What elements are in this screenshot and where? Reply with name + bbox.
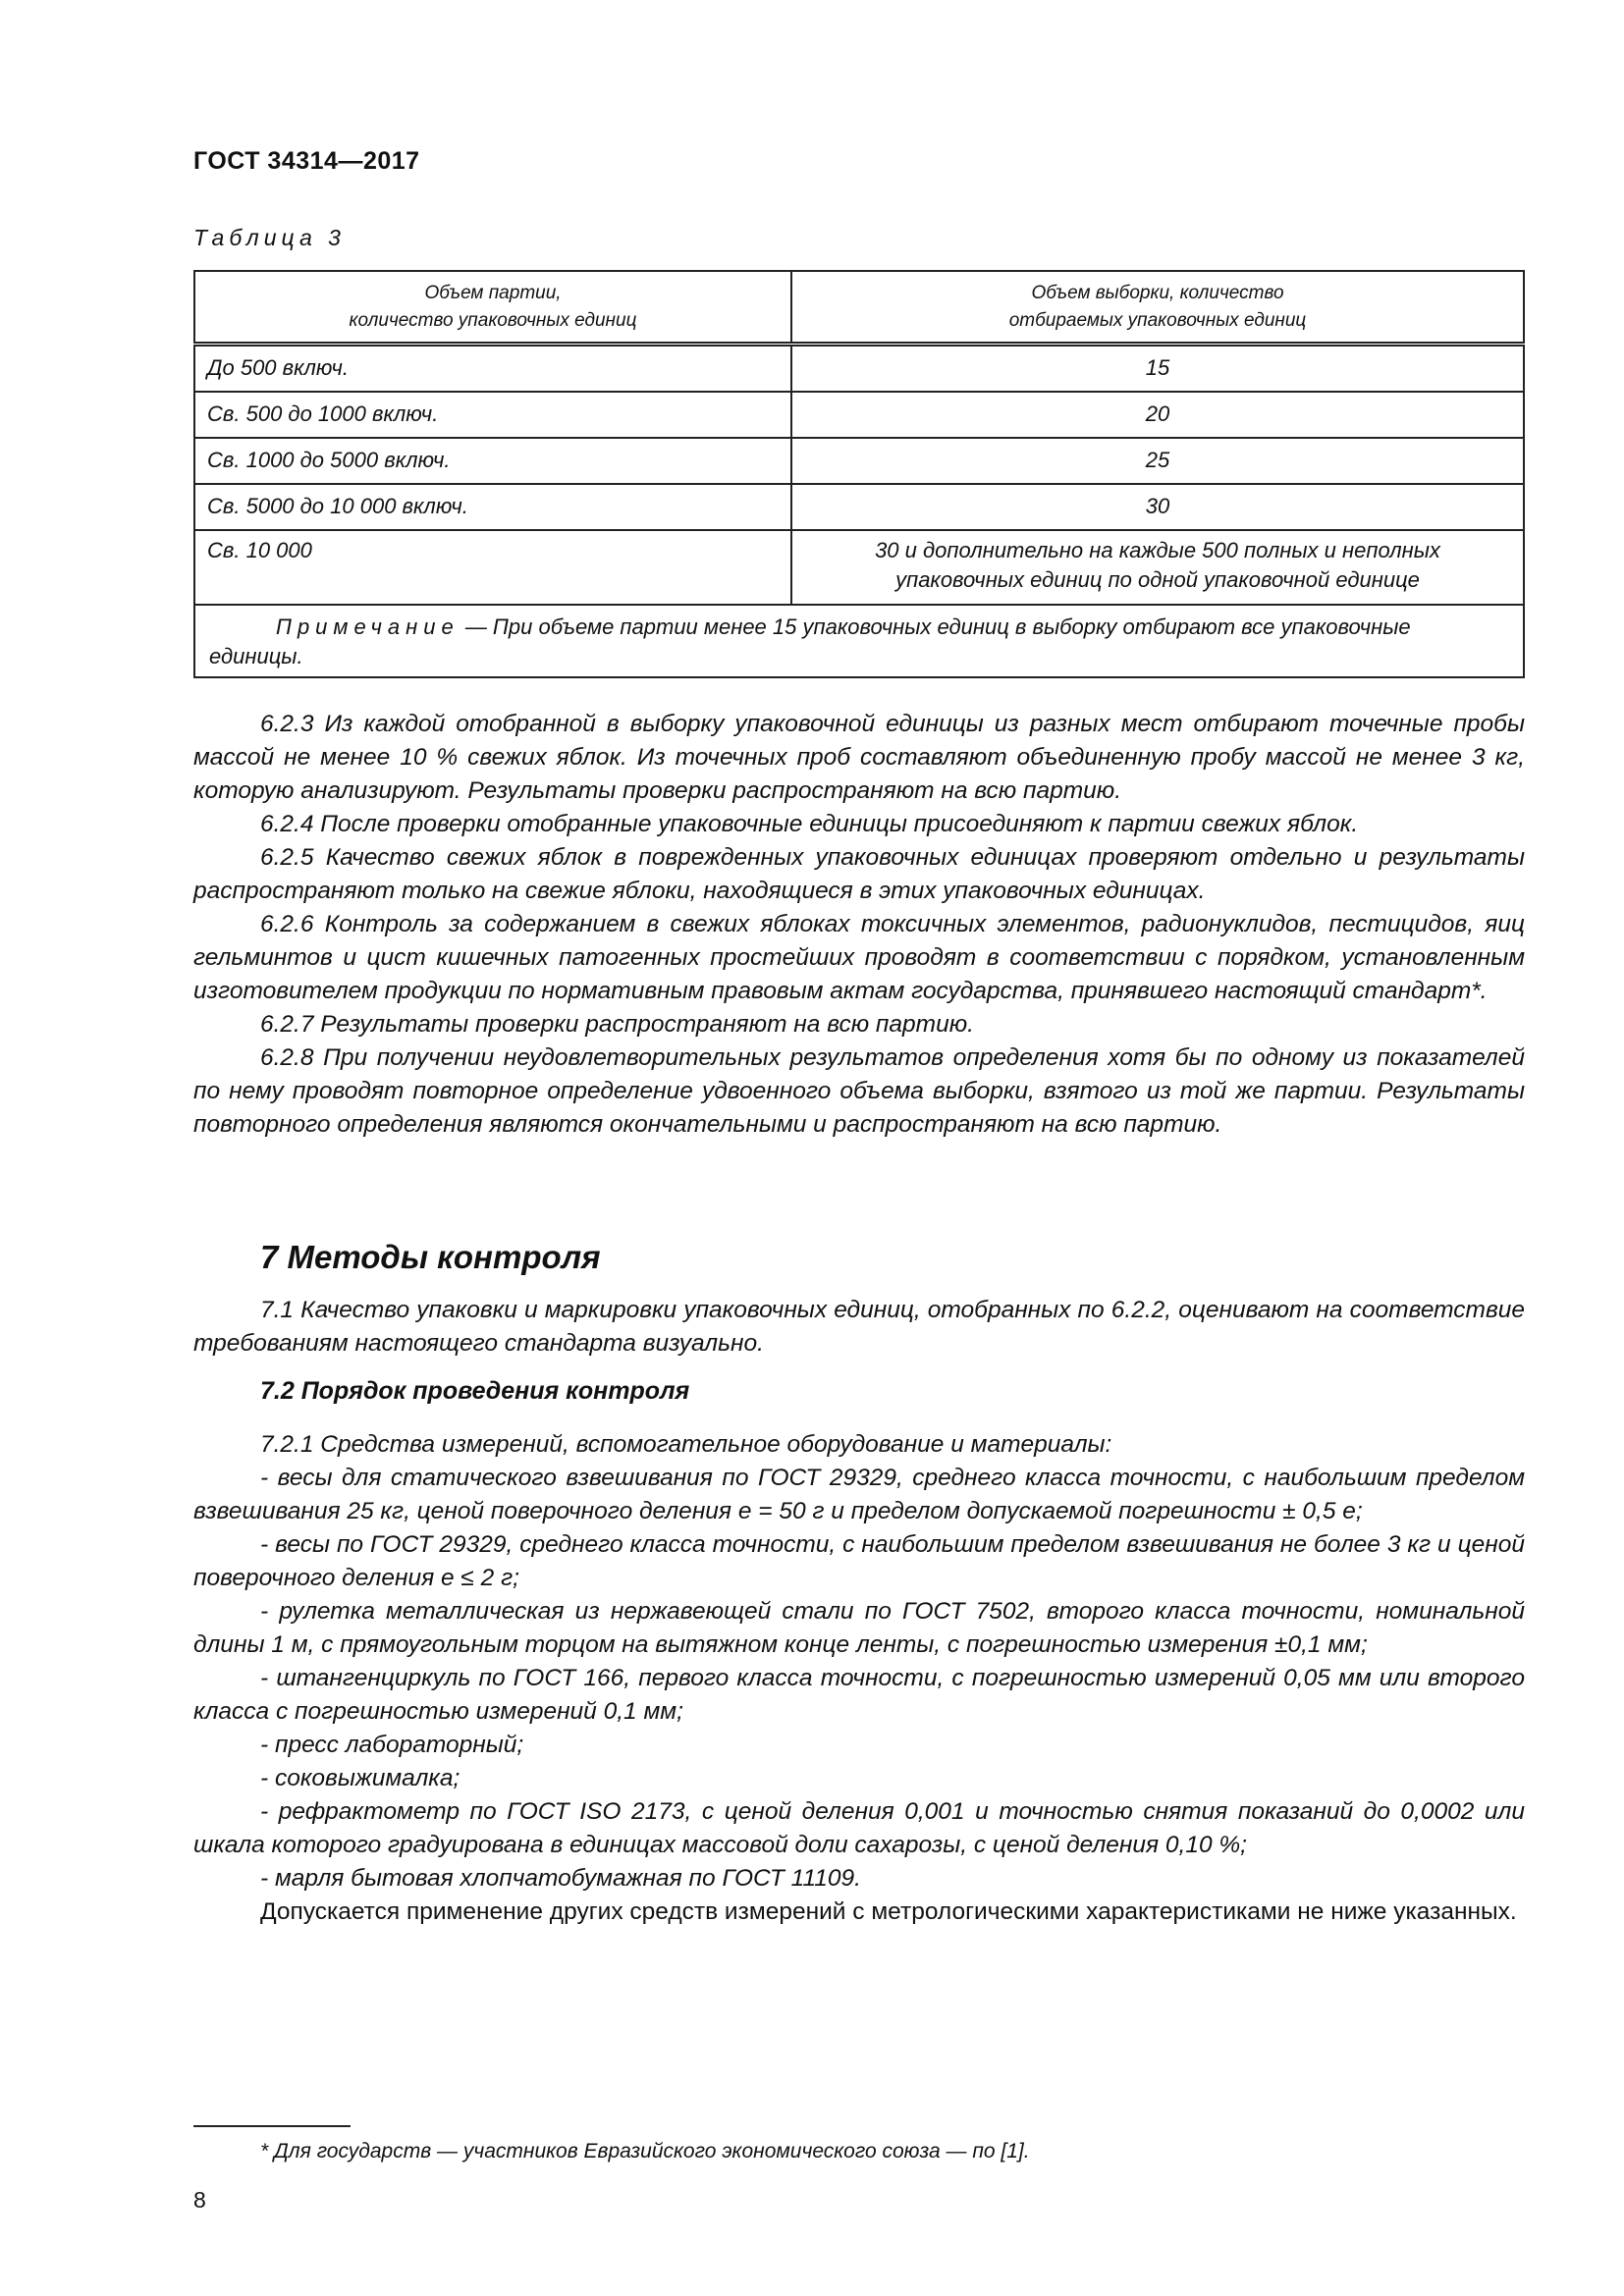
list-item: - марля бытовая хлопчатобумажная по ГОСТ 11109.	[260, 1865, 861, 1892]
lot-size-cell: Св. 10 000	[194, 530, 791, 605]
paragraph: 6.2.3 Из каждой отобранной в выборку упаковочной единицы из разных мест отбирают точечные пробы массой не менее 10 % свежих яблок. Из точечных проб составляют объединенную пробу массой не менее 3 кг, которую анализируют. Результаты проверки распространяют на всю партию.	[193, 711, 1525, 804]
header-lot-size-line2: количество упаковочных единиц	[349, 310, 637, 331]
footnote: * Для государств — участников Евразийского экономического союза — по [1].	[260, 2140, 1030, 2163]
paragraph: 6.2.8 При получении неудовлетворительных результатов определения хотя бы по одному из показателей по нему проводят повторное определение удвоенного объема выборки, взятого из той же партии. Результаты повторного определения являются окончательными и распространяют на всю партию.	[193, 1044, 1525, 1138]
section-7-intro	[193, 1294, 1525, 1361]
lot-size-cell: До 500 включ.	[194, 345, 791, 393]
table-row	[194, 392, 1524, 438]
paragraph: 6.2.6 Контроль за содержанием в свежих яблоках токсичных элементов, радионуклидов, пестицидов, яиц гельминтов и цист кишечных патогенных простейших проводят в соответствии с порядком, установленным изготовителем продукции по нормативным правовым актам государства, принявшего настоящий стандарт*.	[193, 911, 1525, 1004]
section-6-text	[193, 708, 1525, 1142]
sample-size-line2: упаковочных единиц по одной упаковочной единице	[895, 567, 1420, 592]
header-lot-size-line1: Объем партии,	[424, 283, 562, 303]
sample-size-cell: 25	[791, 438, 1524, 484]
lot-size-cell: Св. 5000 до 10 000 включ.	[194, 484, 791, 530]
sampling-table	[193, 270, 1525, 678]
table-row	[194, 484, 1524, 530]
list-item: 7.2.1 Средства измерений, вспомогательное оборудование и материалы:	[260, 1431, 1112, 1458]
list-item: - штангенциркуль по ГОСТ 166, первого класса точности, с погрешностью измерений 0,05 мм или второго класса с погрешностью измерений 0,1 мм;	[193, 1665, 1525, 1725]
section-7-2-list	[193, 1428, 1525, 1929]
table-note-row	[194, 605, 1524, 677]
table-header-row	[194, 271, 1524, 345]
page-number: 8	[193, 2187, 206, 2213]
table-row	[194, 345, 1524, 393]
header-lot-size	[194, 271, 791, 345]
sample-size-cell: 20	[791, 392, 1524, 438]
paragraph: 6.2.4 После проверки отобранные упаковочные единицы присоединяют к партии свежих яблок.	[260, 811, 1359, 837]
list-item: - соковыжималка;	[260, 1765, 460, 1791]
list-item: - пресс лабораторный;	[260, 1732, 524, 1758]
lot-size-cell: Св. 1000 до 5000 включ.	[194, 438, 791, 484]
lot-size-cell: Св. 500 до 1000 включ.	[194, 392, 791, 438]
closing-paragraph: Допускается применение других средств измерений с метрологическими характеристиками не ниже указанных.	[260, 1898, 1517, 1925]
note-label: Примечание	[276, 614, 460, 639]
table-row	[194, 530, 1524, 605]
sample-size-cell	[791, 530, 1524, 605]
document-header: ГОСТ 34314—2017	[193, 147, 420, 175]
note-text: — При объеме партии менее 15 упаковочных единиц в выборку отбирают все упаковочные единицы.	[209, 614, 1411, 668]
list-item: - весы по ГОСТ 29329, среднего класса точности, с наибольшим пределом взвешивания не более 3 кг и ценой поверочного деления e ≤ 2 г;	[193, 1531, 1525, 1591]
table-caption: Таблица 3	[193, 225, 346, 250]
header-sample-size	[791, 271, 1524, 345]
subsection-7-2-title: 7.2 Порядок проведения контроля	[260, 1377, 690, 1405]
table-note	[194, 605, 1524, 677]
paragraph: 6.2.7 Результаты проверки распространяют на всю партию.	[260, 1011, 974, 1038]
list-item: - рефрактометр по ГОСТ ISO 2173, с ценой деления 0,001 и точностью снятия показаний до 0,0002 или шкала которого градуирована в единицах массовой доли сахарозы, с ценой деления 0,10 %;	[193, 1798, 1525, 1858]
sample-size-cell: 30	[791, 484, 1524, 530]
footnote-divider	[193, 2125, 351, 2127]
header-sample-size-line1: Объем выборки, количество	[1031, 283, 1284, 303]
list-item: - рулетка металлическая из нержавеющей стали по ГОСТ 7502, второго класса точности, номинальной длины 1 м, с прямоугольным торцом на вытяжном конце ленты, с погрешностью измерения ±0,1 мм;	[193, 1598, 1525, 1658]
header-sample-size-line2: отбираемых упаковочных единиц	[1008, 310, 1307, 331]
list-item: - весы для статического взвешивания по ГОСТ 29329, среднего класса точности, с наибольшим пределом взвешивания 25 кг, ценой поверочного деления e = 50 г и пределом допускаемой погрешности ± 0,5 e;	[193, 1465, 1525, 1524]
paragraph: 6.2.5 Качество свежих яблок в поврежденных упаковочных единицах проверяют отдельно и результаты распространяют только на свежие яблоки, находящиеся в этих упаковочных единицах.	[193, 844, 1525, 904]
table-row	[194, 438, 1524, 484]
paragraph: 7.1 Качество упаковки и маркировки упаковочных единиц, отобранных по 6.2.2, оценивают на соответствие требованиям настоящего стандарта визуально.	[193, 1297, 1525, 1357]
sample-size-cell: 15	[791, 345, 1524, 393]
section-7-title: 7 Методы контроля	[260, 1239, 601, 1275]
sample-size-line1: 30 и дополнительно на каждые 500 полных и неполных	[875, 538, 1440, 562]
